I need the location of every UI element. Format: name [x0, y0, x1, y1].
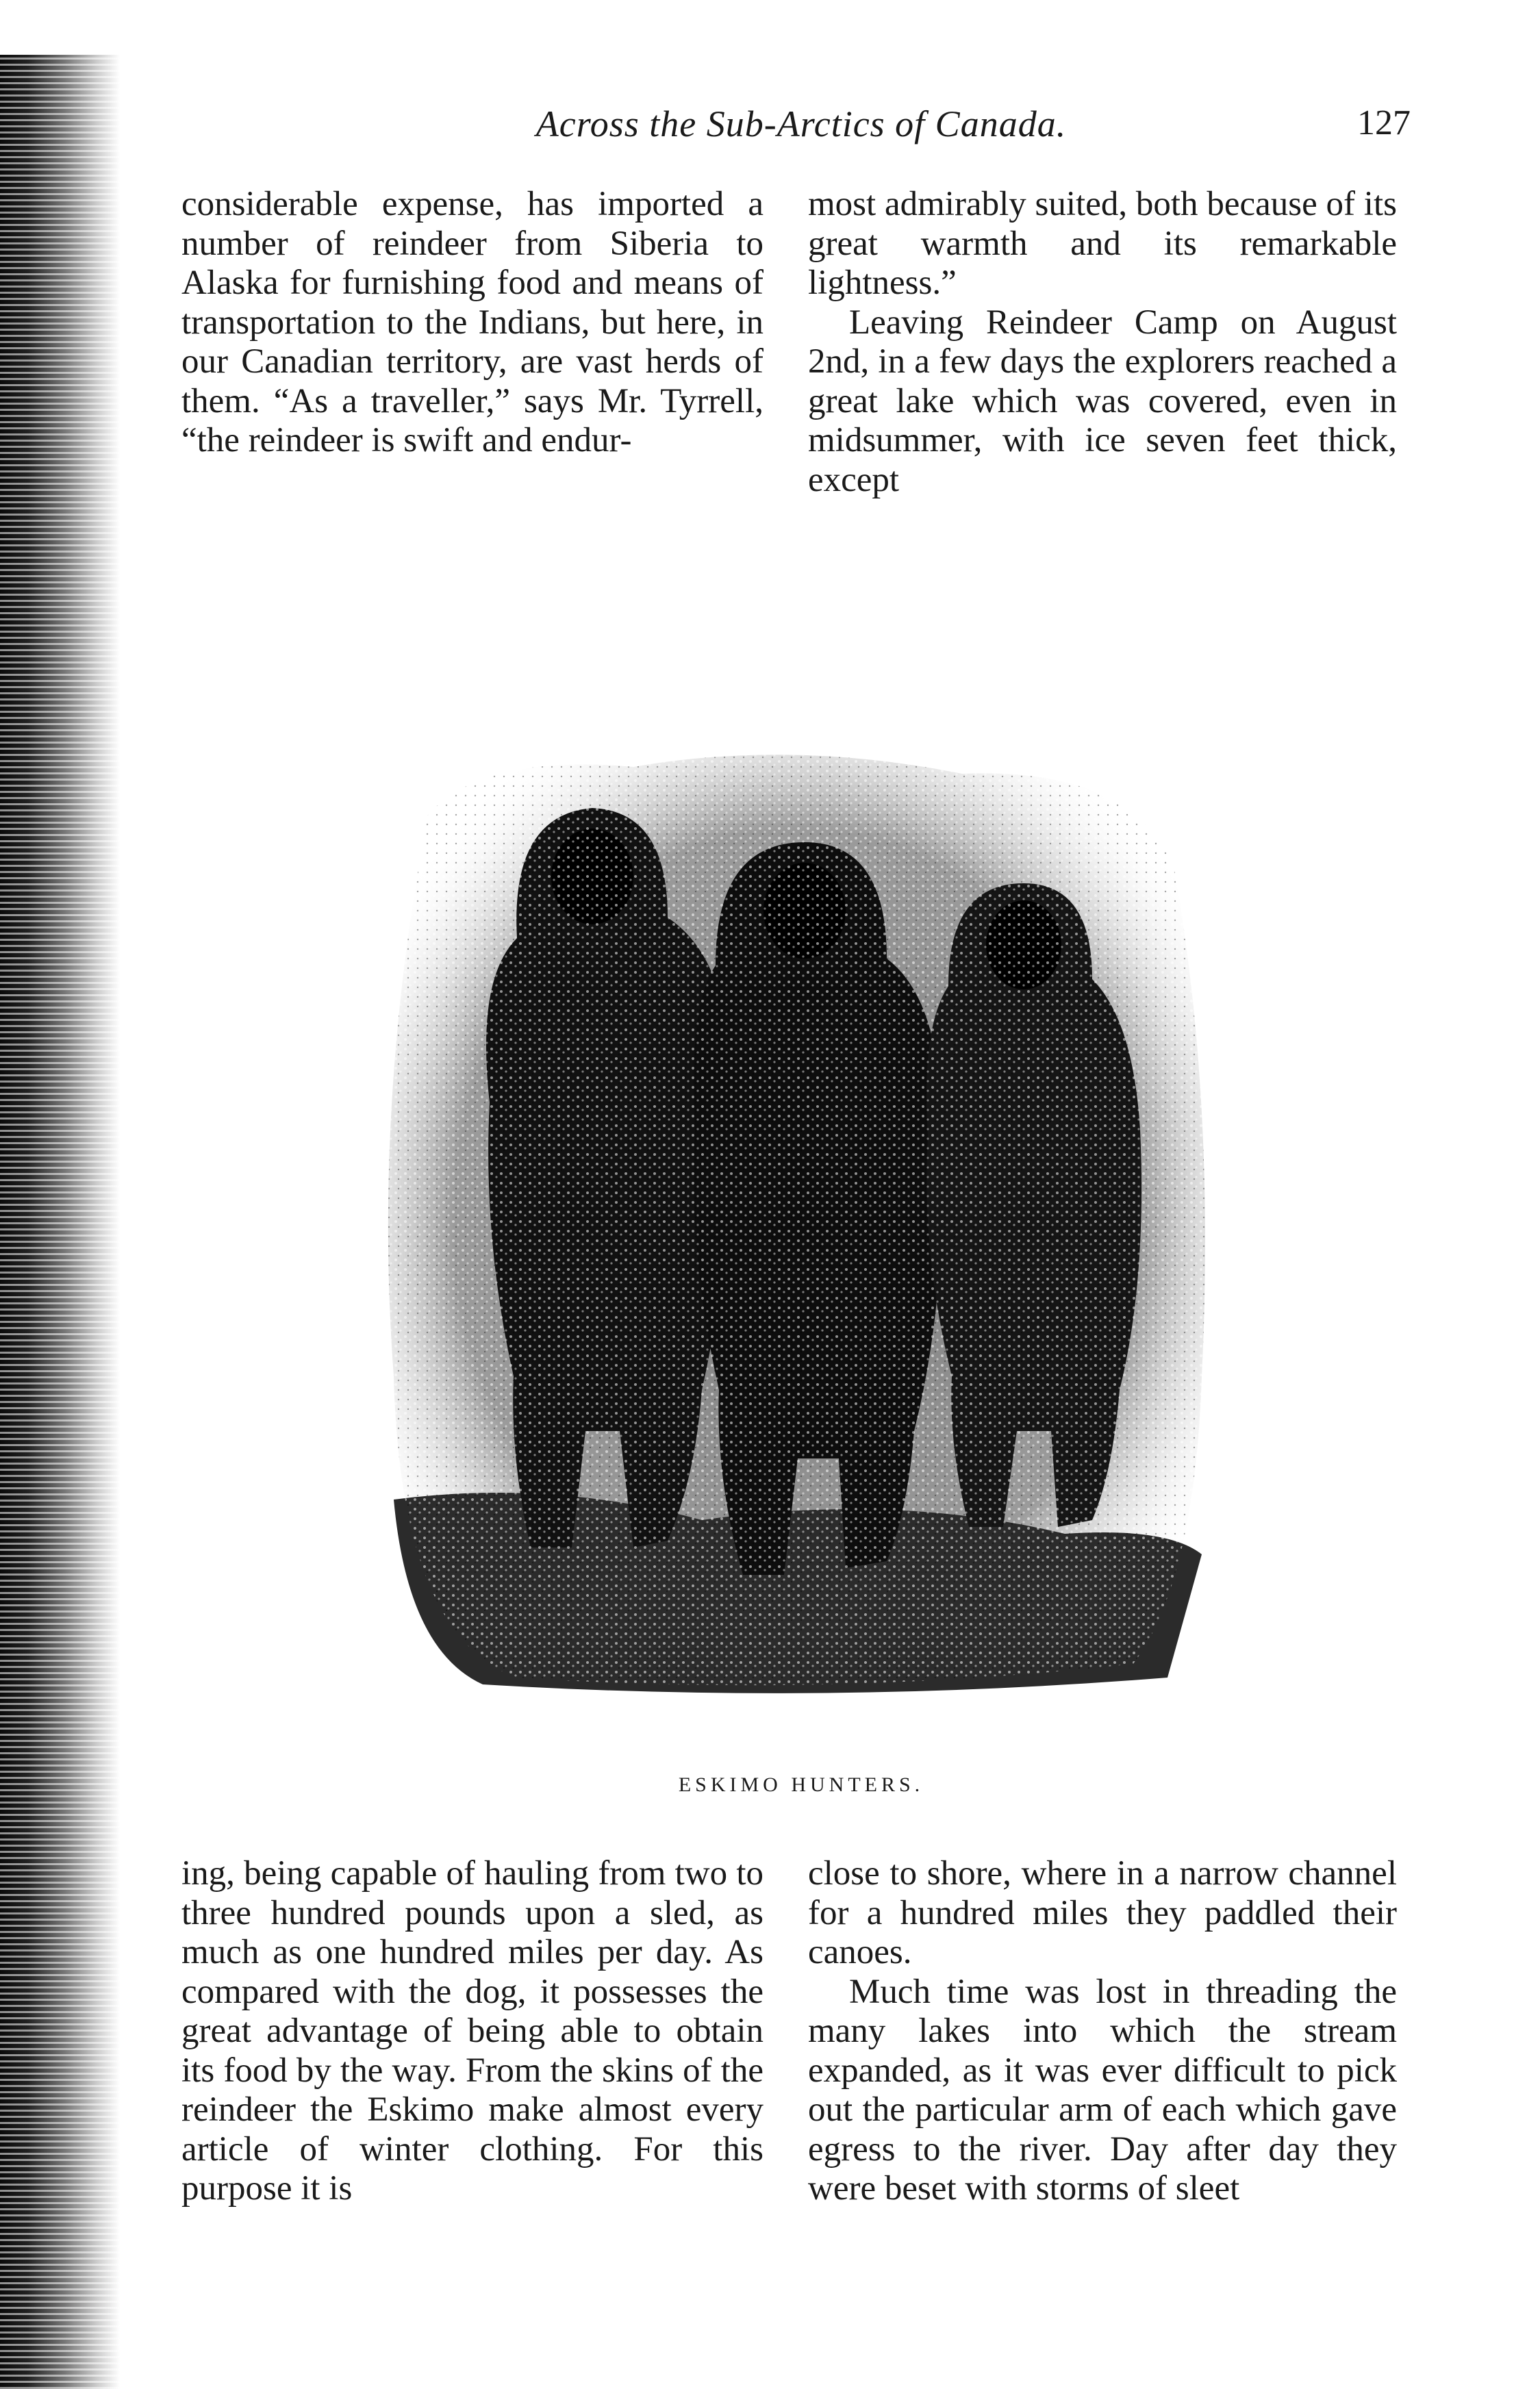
- scan-binding-edge: [0, 55, 120, 2389]
- text-column-bottom-right: [808, 1854, 1397, 2209]
- paragraph: close to shore, where in a narrow channel for a hundred miles they paddled their canoes.: [808, 1854, 1397, 1971]
- figure-caption: ESKIMO HUNTERS.: [678, 1773, 924, 1796]
- running-title: Across the Sub-Arctics of Canada.: [535, 103, 1067, 144]
- running-head: [192, 103, 1411, 157]
- paragraph: Leaving Reindeer Camp on August 2nd, in a few days the explorers reached a great lake which was covered, even in midsummer, with ice seven feet thick, except: [808, 303, 1397, 499]
- eskimo-hunters-photo: [346, 692, 1236, 1719]
- text-column-top-right: [808, 185, 1397, 500]
- page-number: 127: [1357, 103, 1411, 142]
- text-column-top-left: [181, 185, 763, 461]
- paragraph: most admirably suited, both because of its great warmth and its remarkable lightness.”: [808, 185, 1397, 302]
- text-column-bottom-left: [181, 1854, 763, 2209]
- paragraph: considerable expense, has imported a number of reindeer from Siberia to Alaska for furnishing food and means of transportation to the Indians, but here, in our Canadian territory, are vast herds of them. “As a traveller,” says Mr. Tyrrell, “the reindeer is swift and endur-: [181, 185, 763, 459]
- paragraph: Much time was lost in threading the many lakes into which the stream expanded, as it was ever difficult to pick out the particular arm of each which gave egress to the river. Day after day they were beset with storms of sleet: [808, 1972, 1397, 2208]
- paragraph: ing, being capable of hauling from two to three hundred pounds upon a sled, as much as one hundred miles per day. As compared with the dog, it possesses the great advantage of being able to obtain its food by the way. From the skins of the reindeer the Eskimo make almost every article of winter clothing. For this purpose it is: [181, 1854, 763, 2208]
